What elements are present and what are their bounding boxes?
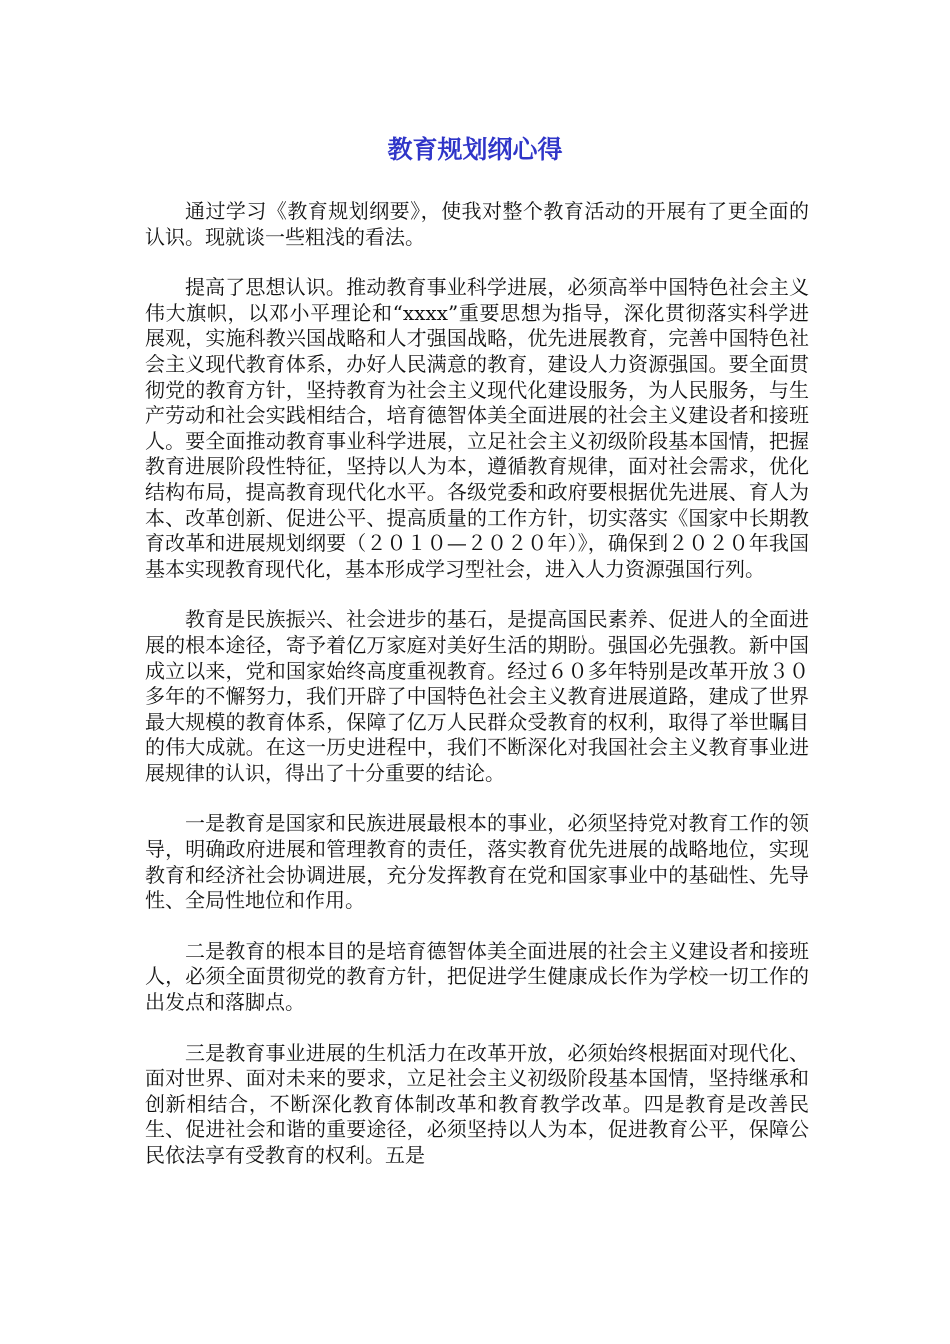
paragraph-point-three: 三是教育事业进展的生机活力在改革开放，必须始终根据面对现代化、面对世界、面对未来的要求，立足社会主义初级阶段基本国情，坚持继承和创新相结合，不断深化教育体制改革和教育教学改革。四是教育是改善民生、促进社会和谐的重要途径，必须坚持以人为本，促进教育公平，保障公民依法享有受教育的权利。五是 [145,1040,809,1167]
paragraph-ideology: 提高了思想认识。推动教育事业科学进展，必须高举中国特色社会主义伟大旗帜，以邓小平理论和“xxxx”重要思想为指导，深化贯彻落实科学进展观，实施科教兴国战略和人才强国战略，优先进展教育，完善中国特色社会主义现代教育体系，办好人民满意的教育，建设人力资源强国。要全面贯彻党的教育方针，坚持教育为社会主义现代化建设服务，为人民服务，与生产劳动和社会实践相结合，培育德智体美全面进展的社会主义建设者和接班人。要全面推动教育事业科学进展，立足社会主义初级阶段基本国情，把握教育进展阶段性特征，坚持以人为本，遵循教育规律，面对社会需求，优化结构布局，提高教育现代化水平。各级党委和政府要根据优先进展、育人为本、改革创新、促进公平、提高质量的工作方针，切实落实《国家中长期教育改革和进展规划纲要（２０１０—２０２０年）》，确保到２０２０年我国基本实现教育现代化，基本形成学习型社会，进入人力资源强国行列。 [145,275,809,581]
paragraph-foundation: 教育是民族振兴、社会进步的基石，是提高国民素养、促进人的全面进展的根本途径，寄予着亿万家庭对美好生活的期盼。强国必先强教。新中国成立以来，党和国家始终高度重视教育。经过６０多年特别是改革开放３０多年的不懈努力，我们开辟了中国特色社会主义教育进展道路，建成了世界最大规模的教育体系，保障了亿万人民群众受教育的权利，取得了举世瞩目的伟大成就。在这一历史进程中，我们不断深化对我国社会主义教育事业进展规律的认识，得出了十分重要的结论。 [145,607,809,785]
paragraph-point-one: 一是教育是国家和民族进展最根本的事业，必须坚持党对教育工作的领导，明确政府进展和管理教育的责任，落实教育优先进展的战略地位，实现教育和经济社会协调进展，充分发挥教育在党和国家事业中的基础性、先导性、全局性地位和作用。 [145,811,809,913]
paragraph-point-two: 二是教育的根本目的是培育德智体美全面进展的社会主义建设者和接班人，必须全面贯彻党的教育方针，把促进学生健康成长作为学校一切工作的出发点和落脚点。 [145,938,809,1015]
paragraph-intro: 通过学习《教育规划纲要》，使我对整个教育活动的开展有了更全面的认识。现就谈一些粗浅的看法。 [145,199,809,249]
document-title: 教育规划纲心得 [387,135,563,164]
document-body [145,199,809,1194]
